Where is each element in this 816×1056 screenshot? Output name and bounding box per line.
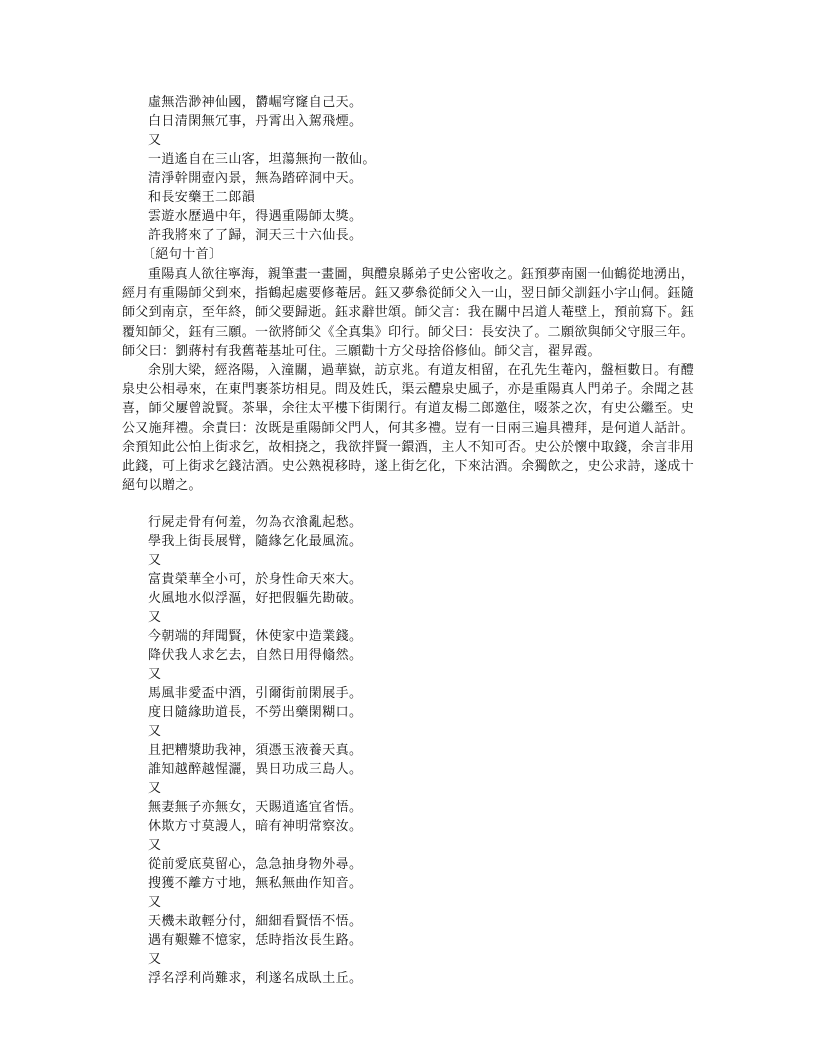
- poem-heading: 又: [148, 667, 162, 682]
- section-heading: 〔絕句十首〕: [142, 247, 223, 262]
- poem-line: 誰知越醉越惺灑，異日功成三島人。: [148, 762, 363, 777]
- poem-heading: 又: [148, 133, 162, 148]
- poem-line: 遇有艱難不憶家，恁時指汝長生路。: [148, 933, 363, 948]
- prose-paragraph: 重陽真人欲往寧海，親筆畫一畫圖，與醴泉縣弟子史公密收之。鈺預夢南園一仙鶴從地湧出，經月有重陽師父到來，指鶴起處要修菴居。鈺又夢叅從師父入一山，翌日師父訓鈺小字山侗。鈺隨師父到南京，至年終，師父要歸逝。鈺求辭世頌。師父言：我在關中呂道人菴壁上，預前寫下。鈺覆知師父，鈺有三願。一欲將師父《全真集》印行。師父曰：長安決了。二願欲與師父守服三年。師父曰：劉蔣村有我舊菴基址可住。三願勸十方父母捨俗修仙。師父言，翟昇霞。: [122, 267, 694, 359]
- poem-heading: 又: [148, 838, 162, 853]
- poem-line: 搜獲不離方寸地，無私無曲作知音。: [148, 876, 363, 891]
- poem-line: 虛無浩渺神仙國，欝崛穹窿自己天。: [148, 95, 363, 110]
- poem-line: 學我上街長展臂，隨緣乞化最風流。: [148, 534, 363, 549]
- poem-line: 雲遊水歷過中年，得遇重陽師太獎。: [148, 209, 363, 224]
- poem-line: 天機未敢輕分付，細細看賢悟不悟。: [148, 914, 363, 929]
- poem-line: 且把糟漿助我神，須憑玉液養天真。: [148, 743, 363, 758]
- poem-line: 行屍走骨有何羞，勿為衣湌亂起愁。: [148, 515, 363, 530]
- poem-line: 許我將來了了歸，洞天三十六仙長。: [148, 228, 363, 243]
- poem-line: 度日隨緣助道長，不勞出藥閑糊口。: [148, 705, 363, 720]
- poem-line: 一逍遙自在三山客，坦蕩無拘一散仙。: [148, 152, 376, 167]
- poem-line: 今朝端的拜聞賢，休使家中造業錢。: [148, 629, 363, 644]
- poem-line: 白日清閑無冗事，丹霄出入駕飛煙。: [148, 114, 363, 129]
- poem-heading: 又: [148, 952, 162, 967]
- prose-paragraph: 余別大梁，經洛陽，入潼關，過華嶽，訪京兆。有道友相留，在孔先生菴內，盤桓數日。有醴泉史公相尋來，在東門裹茶坊相見。問及姓氏，渠云醴泉史風子，亦是重陽真人門弟子。余聞之甚喜，師父屢曾說賢。茶畢，余往太平樓下街閑行。有道友楊二郎邀住，啜茶之次，有史公繼至。史公又施拜禮。余責曰：汝既是重陽師父門人，何其多禮。豈有一日兩三遍具禮拜，是何道人話計。余預知此公怕上街求乞，故相挠之，我欲拌賢一鐶酒，主人不知可否。史公於懷中取錢，余言非用此錢，可上街求乞錢沽酒。史公熟視移時，遂上街乞化，下來沽酒。余獨飲之，史公求詩，遂成十絕句以贈之。: [122, 363, 694, 494]
- poem-line: 馬風非愛盃中酒，引爾街前閑展手。: [148, 686, 363, 701]
- poem-line: 休欺方寸莫謾人，暗有神明常察汝。: [148, 819, 363, 834]
- poem-heading: 又: [148, 781, 162, 796]
- poem-line: 清淨幹開壺內景，無為踏碎洞中天。: [148, 171, 363, 186]
- poem-heading: 又: [148, 724, 162, 739]
- poem-line: 從前愛底莫留心，急急抽身物外尋。: [148, 857, 363, 872]
- poem-line: 富貴榮華全小可，於身性命天來大。: [148, 572, 363, 587]
- poem-heading: 又: [148, 895, 162, 910]
- poem-heading: 和長安藥王二郎韻: [148, 190, 256, 205]
- poem-heading: 又: [148, 553, 162, 568]
- poem-line: 浮名浮利尚難求，利遂名成臥土丘。: [148, 971, 363, 986]
- poem-line: 無妻無子亦無女，天賜逍遙宜省悟。: [148, 800, 363, 815]
- poem-line: 降伏我人求乞去，自然日用得翛然。: [148, 648, 363, 663]
- poem-line: 火風地水似浮漚，好把假軀先勘破。: [148, 591, 363, 606]
- poem-heading: 又: [148, 610, 162, 625]
